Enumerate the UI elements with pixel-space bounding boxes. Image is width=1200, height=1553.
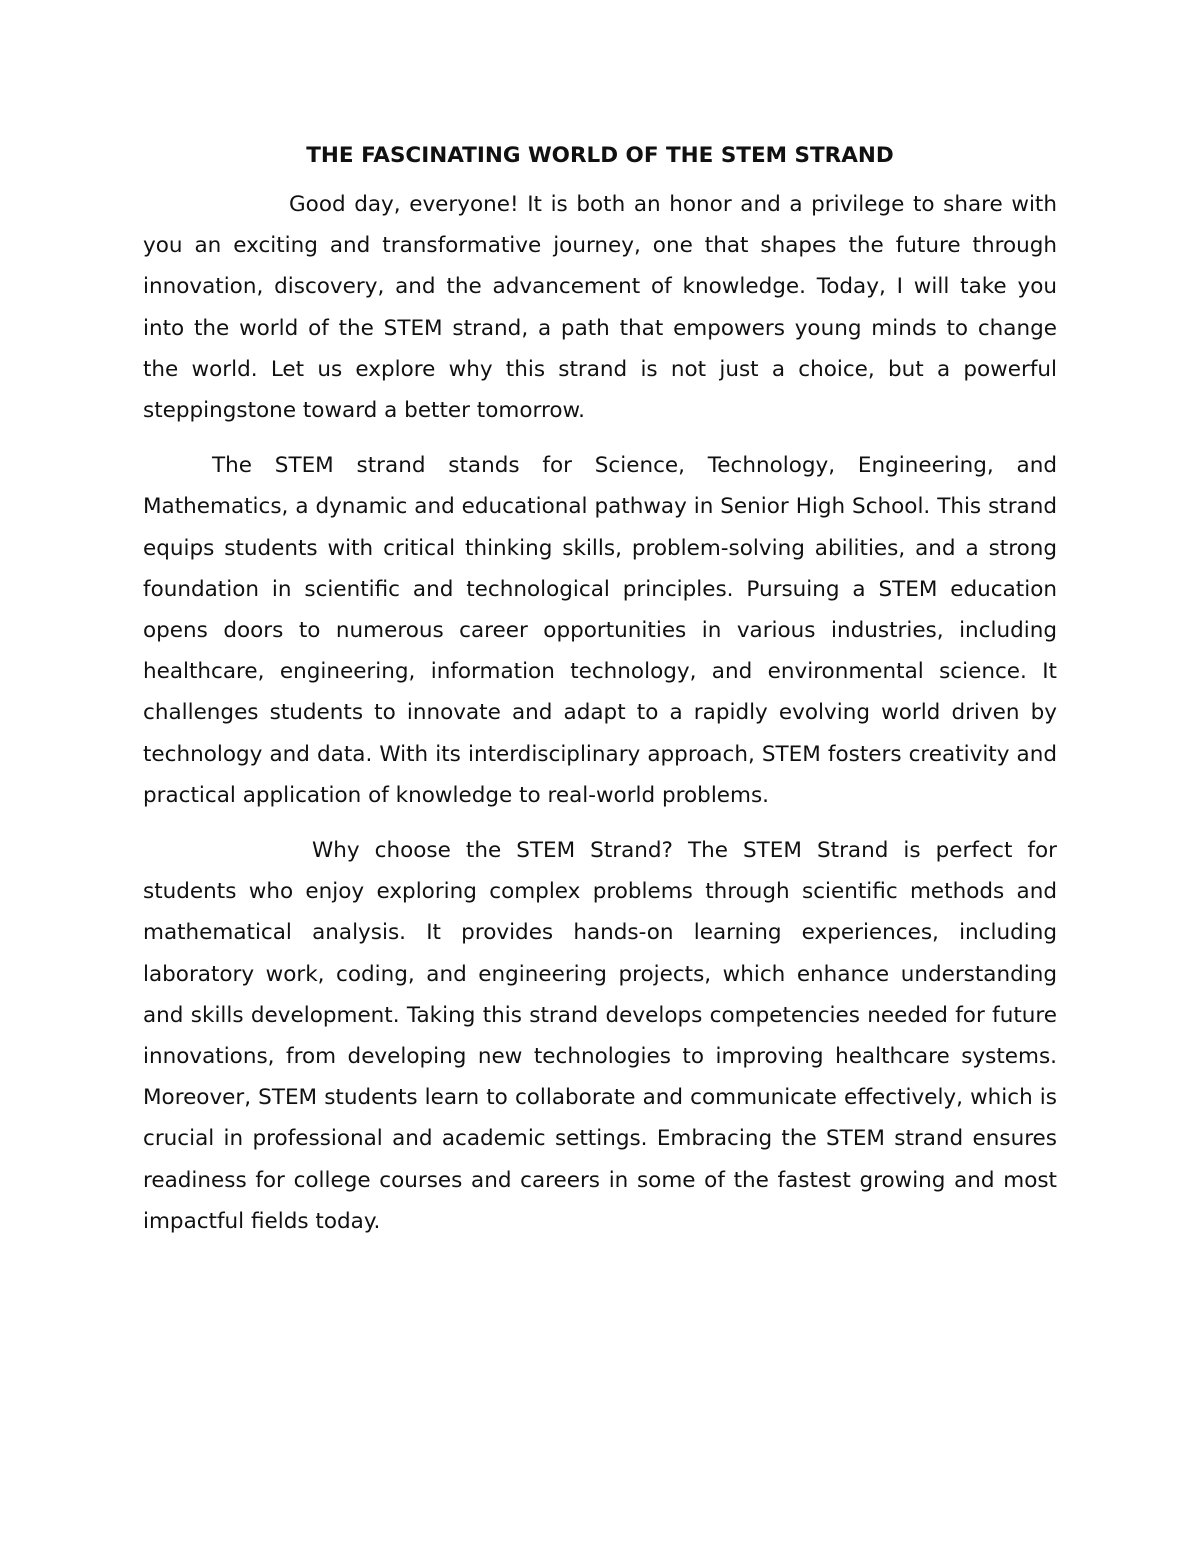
paragraph-why-choose: Why choose the STEM Strand? The STEM Strand is perfect for students who enjoy exploring complex problems through scientific methods and mathematical analysis. It provides hands-on learning experiences, including laboratory work, coding, and engineering projects, which enhance understanding and skills development. Taking this strand develops competencies needed for future innovations, from developing new technologies to improving healthcare systems. Moreover, STEM students learn to collaborate and communicate effectively, which is crucial in professional and academic settings. Embracing the STEM strand ensures readiness for college courses and careers in some of the fastest growing and most impactful fields today.	[143, 838, 1057, 1234]
paragraph-introduction: Good day, everyone! It is both an honor and a privilege to share with you an exciting and transformative journey, one that shapes the future through innovation, discovery, and the advancement of knowledge. Today, I will take you into the world of the STEM strand, a path that empowers young minds to change the world. Let us explore why this strand is not just a choice, but a powerful steppingstone toward a better tomorrow.	[143, 192, 1057, 424]
document-title: THE FASCINATING WORLD OF THE STEM STRAND	[306, 143, 894, 168]
document-body	[143, 140, 1057, 1242]
paragraph-definition: The STEM strand stands for Science, Technology, Engineering, and Mathematics, a dynamic and educational pathway in Senior High School. This strand equips students with critical thinking skills, problem-solving abilities, and a strong foundation in scientific and technological principles. Pursuing a STEM education opens doors to numerous career opportunities in various industries, including healthcare, engineering, information technology, and environmental science. It challenges students to innovate and adapt to a rapidly evolving world driven by technology and data. With its interdisciplinary approach, STEM fosters creativity and practical application of knowledge to real-world problems.	[143, 453, 1057, 808]
